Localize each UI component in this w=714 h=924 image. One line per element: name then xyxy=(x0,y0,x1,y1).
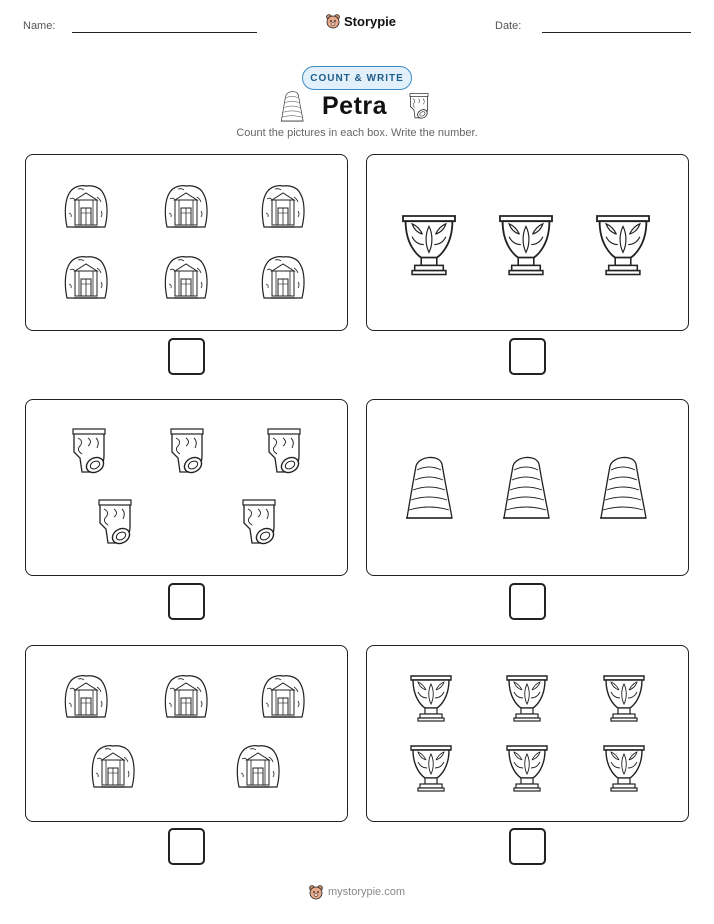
treasury-facade-icon xyxy=(165,257,207,298)
pipe-icon xyxy=(171,429,204,476)
rock-cone-icon xyxy=(503,457,549,518)
instructions: Count the pictures in each box. Write the number. xyxy=(236,127,478,139)
urn-icon xyxy=(604,676,644,721)
pipe-icon xyxy=(243,500,276,547)
count-panel-5 xyxy=(25,645,348,822)
pipe-icon xyxy=(73,429,106,476)
answer-box-1[interactable] xyxy=(168,338,205,375)
urn-icon xyxy=(403,216,455,275)
rock-cone-icon xyxy=(600,457,646,518)
count-panel-6 xyxy=(366,645,689,822)
rock-cone-icon xyxy=(406,457,452,518)
treasury-facade-icon xyxy=(165,676,207,717)
answer-box-3[interactable] xyxy=(168,583,205,620)
treasury-facade-icon xyxy=(65,186,107,227)
urn-icon xyxy=(507,746,547,791)
pipe-icon xyxy=(406,93,432,119)
name-label: Name: xyxy=(23,20,56,32)
treasury-facade-icon xyxy=(262,186,304,227)
footer-url[interactable]: mystorypie.com xyxy=(328,886,406,898)
treasury-facade-icon xyxy=(65,257,107,298)
brand-name: Storypie xyxy=(344,13,397,29)
count-panel-2 xyxy=(366,154,689,331)
rock-cone-icon xyxy=(280,90,304,122)
answer-box-5[interactable] xyxy=(168,828,205,865)
count-panel-3 xyxy=(25,399,348,576)
date-label: Date: xyxy=(495,20,522,32)
urn-icon xyxy=(500,216,552,275)
urn-icon xyxy=(507,676,547,721)
answer-box-4[interactable] xyxy=(509,583,546,620)
date-line[interactable] xyxy=(542,32,691,33)
pipe-icon xyxy=(99,500,132,547)
page-title: Petra xyxy=(322,92,388,120)
bear-mascot-icon xyxy=(308,884,324,900)
treasury-facade-icon xyxy=(92,746,134,787)
urn-icon xyxy=(411,676,451,721)
answer-box-6[interactable] xyxy=(509,828,546,865)
pipe-icon xyxy=(268,429,301,476)
treasury-facade-icon xyxy=(237,746,279,787)
bear-mascot-icon xyxy=(325,13,341,29)
name-line[interactable] xyxy=(72,32,257,33)
treasury-facade-icon xyxy=(165,186,207,227)
footer xyxy=(308,884,405,900)
treasury-facade-icon xyxy=(65,676,107,717)
treasury-facade-icon xyxy=(262,676,304,717)
brand-logo xyxy=(325,13,396,29)
urn-icon xyxy=(597,216,649,275)
count-panel-1 xyxy=(25,154,348,331)
activity-badge: COUNT & WRITE xyxy=(302,66,412,90)
count-panel-4 xyxy=(366,399,689,576)
urn-icon xyxy=(604,746,644,791)
answer-box-2[interactable] xyxy=(509,338,546,375)
urn-icon xyxy=(411,746,451,791)
treasury-facade-icon xyxy=(262,257,304,298)
